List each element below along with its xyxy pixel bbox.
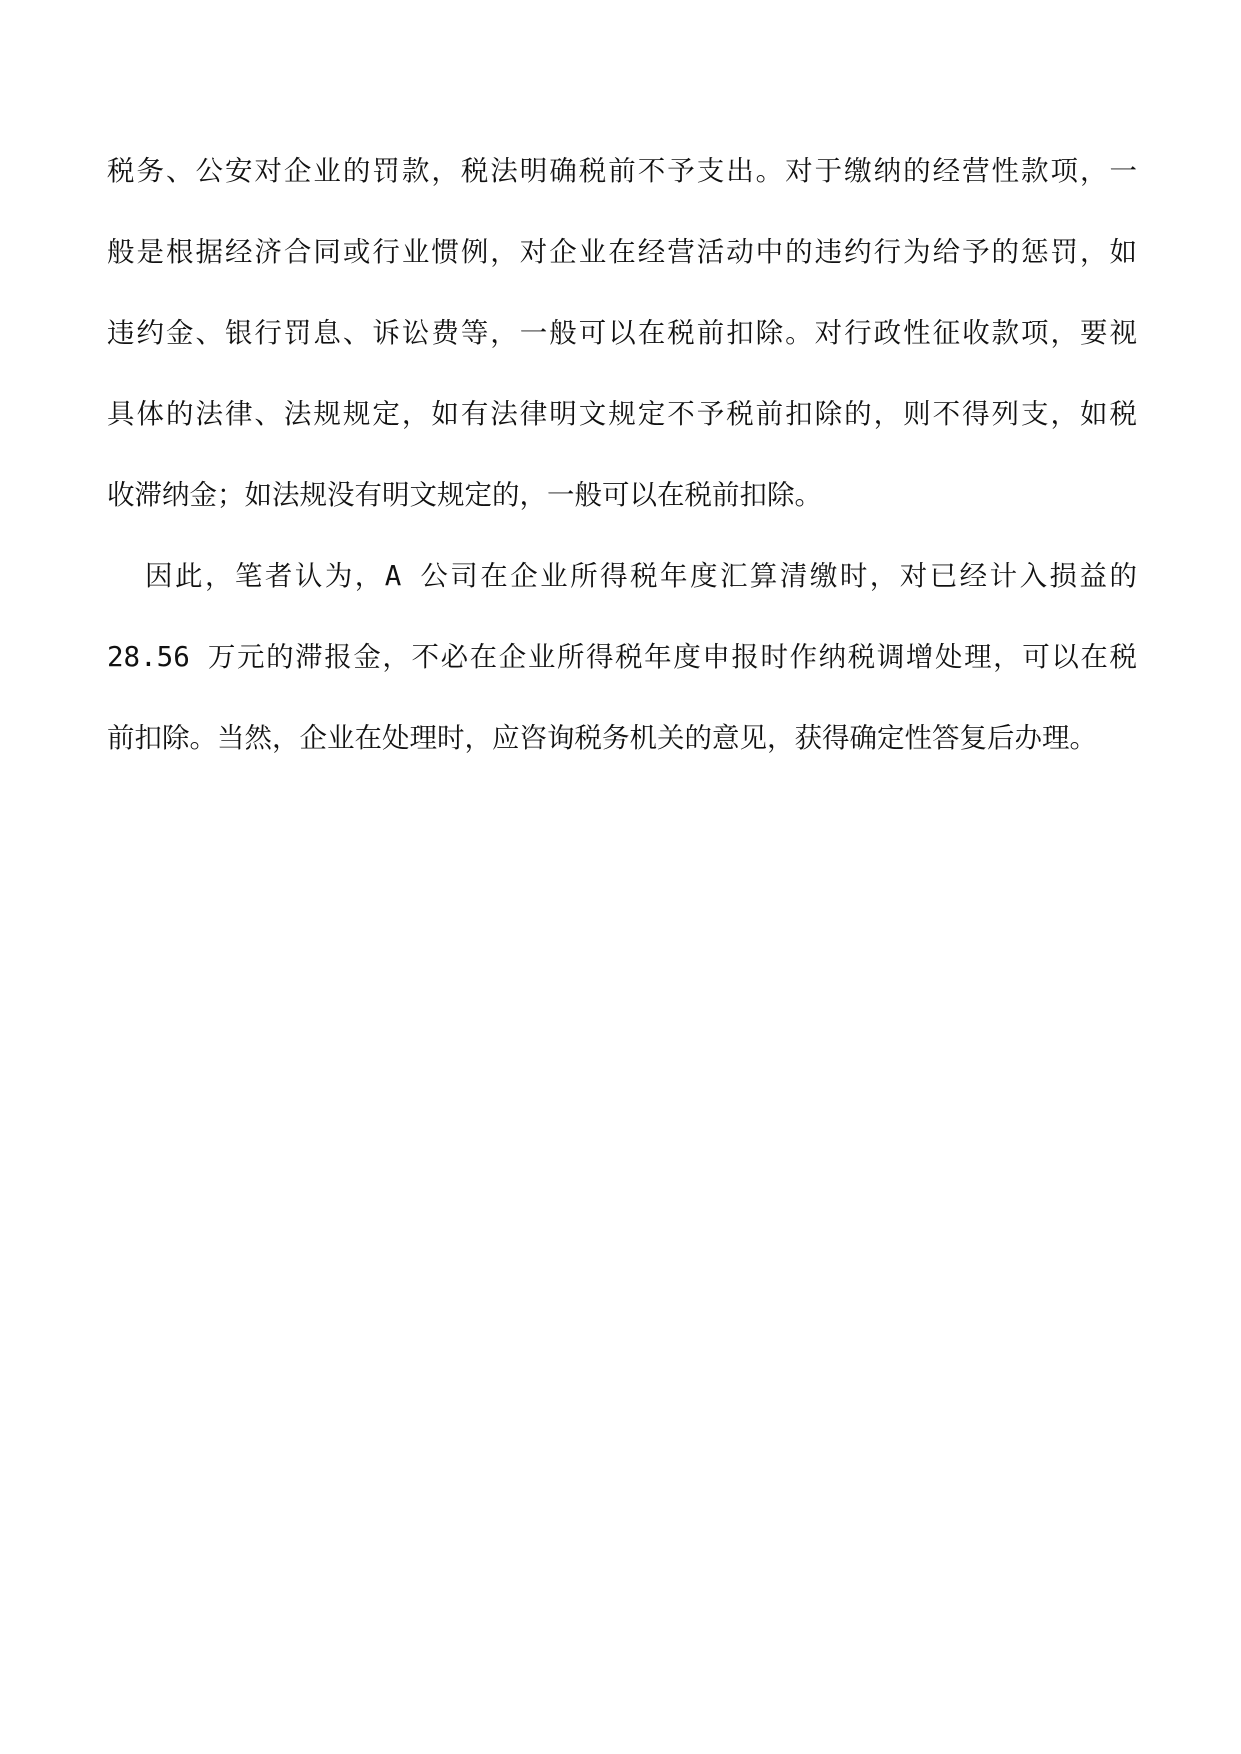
paragraph-1 [107, 155, 1137, 511]
document-body [107, 155, 1137, 806]
text-line: 收滞纳金；如法规没有明文规定的，一般可以在税前扣除。 [107, 479, 822, 511]
text-line: 28.56 万元的滞报金，不必在企业所得税年度申报时作纳税调增处理，可以在税 [107, 641, 1137, 673]
text-line: 违约金、银行罚息、诉讼费等，一般可以在税前扣除。对行政性征收款项，要视 [107, 317, 1137, 349]
paragraph-2 [107, 560, 1137, 754]
text-line: 因此，笔者认为，A 公司在企业所得税年度汇算清缴时，对已经计入损益的 [107, 560, 1137, 592]
text-line: 具体的法律、法规规定，如有法律明文规定不予税前扣除的，则不得列支，如税 [107, 398, 1137, 430]
text-line: 般是根据经济合同或行业惯例，对企业在经营活动中的违约行为给予的惩罚，如 [107, 236, 1137, 268]
text-line: 前扣除。当然，企业在处理时，应咨询税务机关的意见，获得确定性答复后办理。 [107, 722, 1097, 754]
text-line: 税务、公安对企业的罚款，税法明确税前不予支出。对于缴纳的经营性款项，一 [107, 155, 1137, 187]
